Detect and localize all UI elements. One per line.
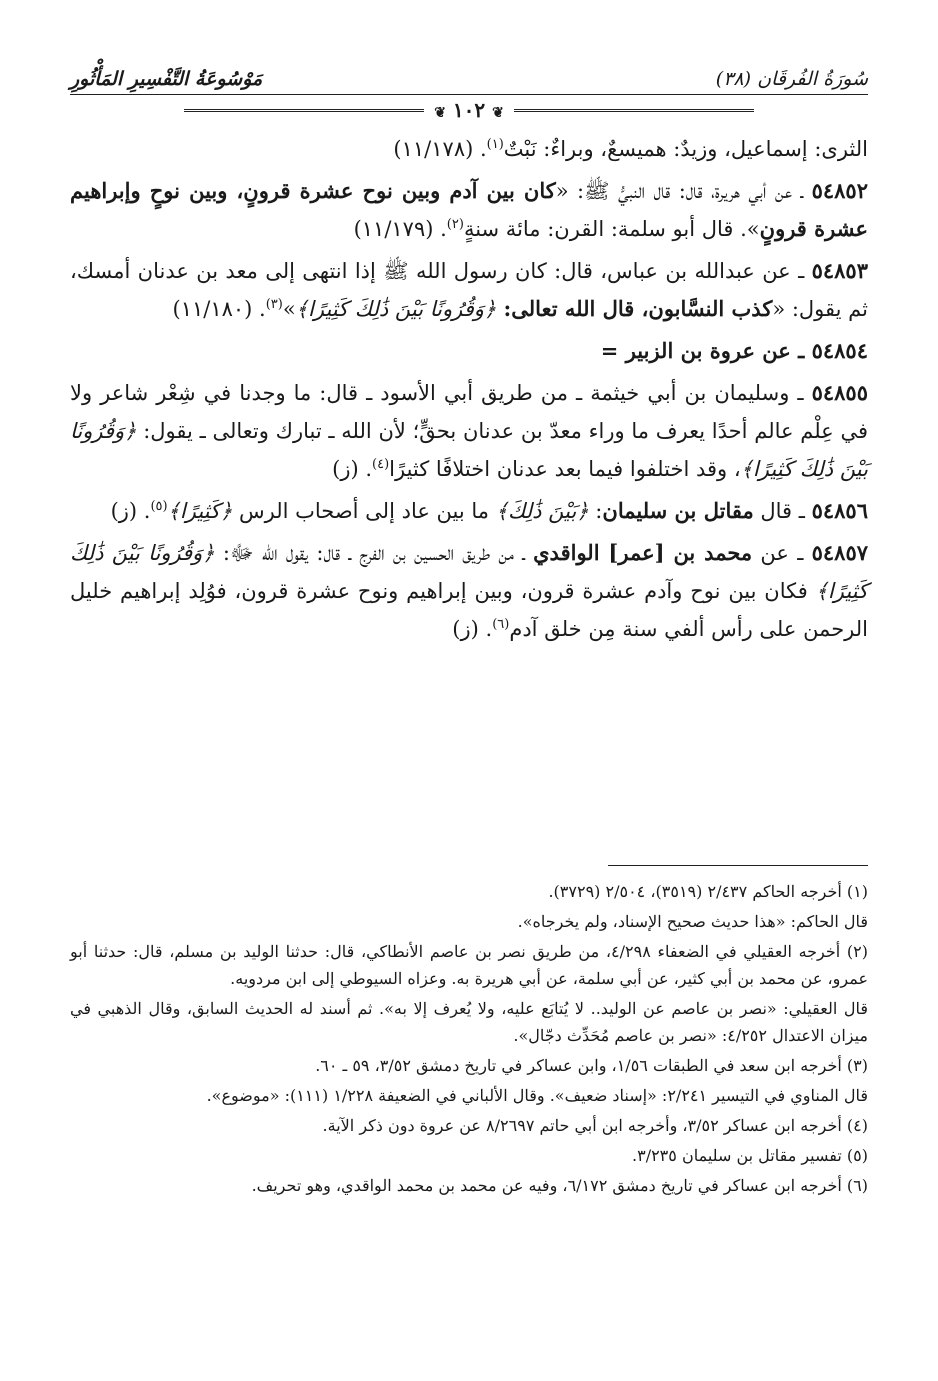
text: ـ وسليمان بن أبي خيثمة ـ من طريق أبي الأسود ـ قال: ما وجدنا في شِعْر شاعر ولا في عِلْم عالم أحدًا يعرف ما وراء معدّ بن عدنان بحقٍّ؛ لأن الله ـ تبارك وتعالى ـ يقول: [70,381,868,443]
narration-54856 [70,492,868,530]
narration-number: ٥٤٨٥٧ [811,540,869,565]
quran-verse: ﴿بَيْنَ ذَٰلِكَ﴾ [495,499,589,523]
page-number [424,98,514,122]
text: » [282,297,296,321]
text: ـ عن عروة بن الزبير = [600,338,812,363]
quran-verse: ﴿وَقُرُونًا بَيْنَ ذَٰلِكَ كَثِيرًا﴾ [70,419,868,481]
narration-54853 [70,252,868,328]
footnote-ref: (٣) [265,297,283,312]
footnote: (٥) تفسير مقاتل بن سليمان ٣/٢٣٥. [632,1146,868,1165]
footnote-ref: (٦) [492,617,510,632]
hadith-text: كذب النسَّابون، قال الله تعالى: [496,296,773,321]
narration-54854 [70,332,868,370]
footnote: قال العقيلي: «نصر بن عاصم عن الوليد.. لا يُتابَع عليه، ولا يُعرف إلا به». ثم أسند له الحديث السابق، وقال الذهبي في ميزان الاعتدال ٤/٢٥٢: «نصر بن عاصم مُحَدِّث دجّال». [70,999,868,1045]
page-number-bar [70,98,868,122]
narration-54855 [70,374,868,488]
text: ». قال أبو سلمة: القرن: مائة سنةٍ [463,217,760,241]
footnotes [70,878,868,1202]
source-ref: . (ز) [332,457,373,481]
text: ـ عن أبي هريرة، قال: قال النبيُّ ﷺ: « [555,179,812,203]
volume-ref: . (١١/١٧٩) [353,217,447,241]
quran-verse: ﴿وَقُرُونًا بَيْنَ ذَٰلِكَ كَثِيرًا﴾ [295,297,497,321]
book-title-header: مَوْسُوعَةُ التَّفْسِيرِ المَأْثُورِ [70,68,263,90]
footnote: (٣) أخرجه ابن سعد في الطبقات ١/٥٦، وابن عساكر في تاريخ دمشق ٣/٥٢، ٥٩ ـ ٦٠. [315,1056,868,1075]
text: ، وقد اختلفوا فيما بعد عدنان اختلافًا كثيرًا [389,457,741,481]
intro-paragraph [70,130,868,168]
text: ـ عن عبدالله بن عباس، قال: كان رسول الله ﷺ إذا انتهى إلى معد بن عدنان أمسك، ثم يقول: « [70,259,868,321]
divider [184,109,424,112]
footnote: قال الحاكم: «هذا حديث صحيح الإسناد، ولم يخرجاه». [517,912,868,931]
ornament-icon: ❦ [434,105,446,121]
main-text [70,130,868,652]
volume-ref: . (١١/١٧٨) [393,137,487,161]
text: ـ قال [753,499,812,523]
text: الثرى: إسماعيل، وزيدٌ: هميسعٌ، وبراءٌ: نَبْتٌ [503,137,868,161]
narrator-name: محمد بن [عمر] الواقدي [533,540,753,565]
footnote: (٢) أخرجه العقيلي في الضعفاء ٤/٢٩٨، من طريق نصر بن عاصم الأنطاكي، قال: حدثنا الوليد بن مسلم، قال: حدثنا أبو عمرو، عن محمد بن أبي كثير، عن أبي سلمة، عن أبي هريرة به. وعزاه السيوطي إلى ابن مردويه. [70,942,869,988]
page [70,50,868,1341]
source-ref: . (ز) [452,617,493,641]
narration-number: ٥٤٨٥٢ [811,178,868,203]
text: ـ من طريق الحسين بن الفرج ـ قال: يقول الله ﷻ: [214,541,534,565]
footnote: (٤) أخرجه ابن عساكر ٣/٥٢، وأخرجه ابن أبي حاتم ٨/٢٦٩٧ عن عروة دون ذكر الآية. [322,1116,868,1135]
text: ـ عن [752,541,812,565]
quran-verse: ﴿وَقُرُونًا بَيْنَ ذَٰلِكَ كَثِيرًا﴾ [70,541,868,603]
narration-number: ٥٤٨٥٦ [811,498,868,523]
narration-number: ٥٤٨٥٥ [811,380,868,405]
page-number-text: ١٠٢ [452,98,486,122]
source-ref: . (ز) [110,499,151,523]
footnote-divider [608,865,868,866]
footnote: (١) أخرجه الحاكم ٢/٤٣٧ (٣٥١٩)، ٢/٥٠٤ (٣٧٢٩). [548,882,868,901]
footnote-ref: (٤) [372,457,390,472]
footnote-ref: (١) [486,137,504,152]
ornament-icon: ❦ [492,105,504,121]
hadith-text: كان بين آدم وبين نوح عشرة قرونٍ، وبين نوحٍ وإبراهيم عشرة قرونٍ [70,178,868,241]
narration-number: ٥٤٨٥٣ [811,258,868,283]
narrator-name: مقاتل بن سليمان [602,498,754,523]
volume-ref: . (١١/١٨٠) [172,297,266,321]
footnote: قال المناوي في التيسير ٢/٢٤١: «إسناد ضعيف». وقال الألباني في الضعيفة ١/٢٢٨ (١١١): «موضوع». [206,1086,868,1105]
divider [514,109,754,112]
narration-54852 [70,172,868,248]
footnote-ref: (٥) [150,499,168,514]
narration-54857 [70,534,868,648]
narration-number: ٥٤٨٥٤ [811,338,868,363]
running-header [70,50,868,95]
surah-header: سُورَةُ الفُرقَان (٣٨) [715,68,868,90]
text: فكان بين نوح وآدم عشرة قرون، وبين إبراهيم ونوح عشرة قرون، فوُلِد إبراهيم خليل الرحمن على رأس ألفي سنة مِن خلق آدم [70,579,868,641]
quran-verse: ﴿كَثِيرًا﴾ [167,499,233,523]
text: : [588,499,603,523]
text: ما بين عاد إلى أصحاب الرس [232,499,496,523]
footnote: (٦) أخرجه ابن عساكر في تاريخ دمشق ٦/١٧٢، وفيه عن محمد بن محمد الواقدي، وهو تحريف. [251,1176,868,1195]
footnote-ref: (٢) [446,217,464,232]
